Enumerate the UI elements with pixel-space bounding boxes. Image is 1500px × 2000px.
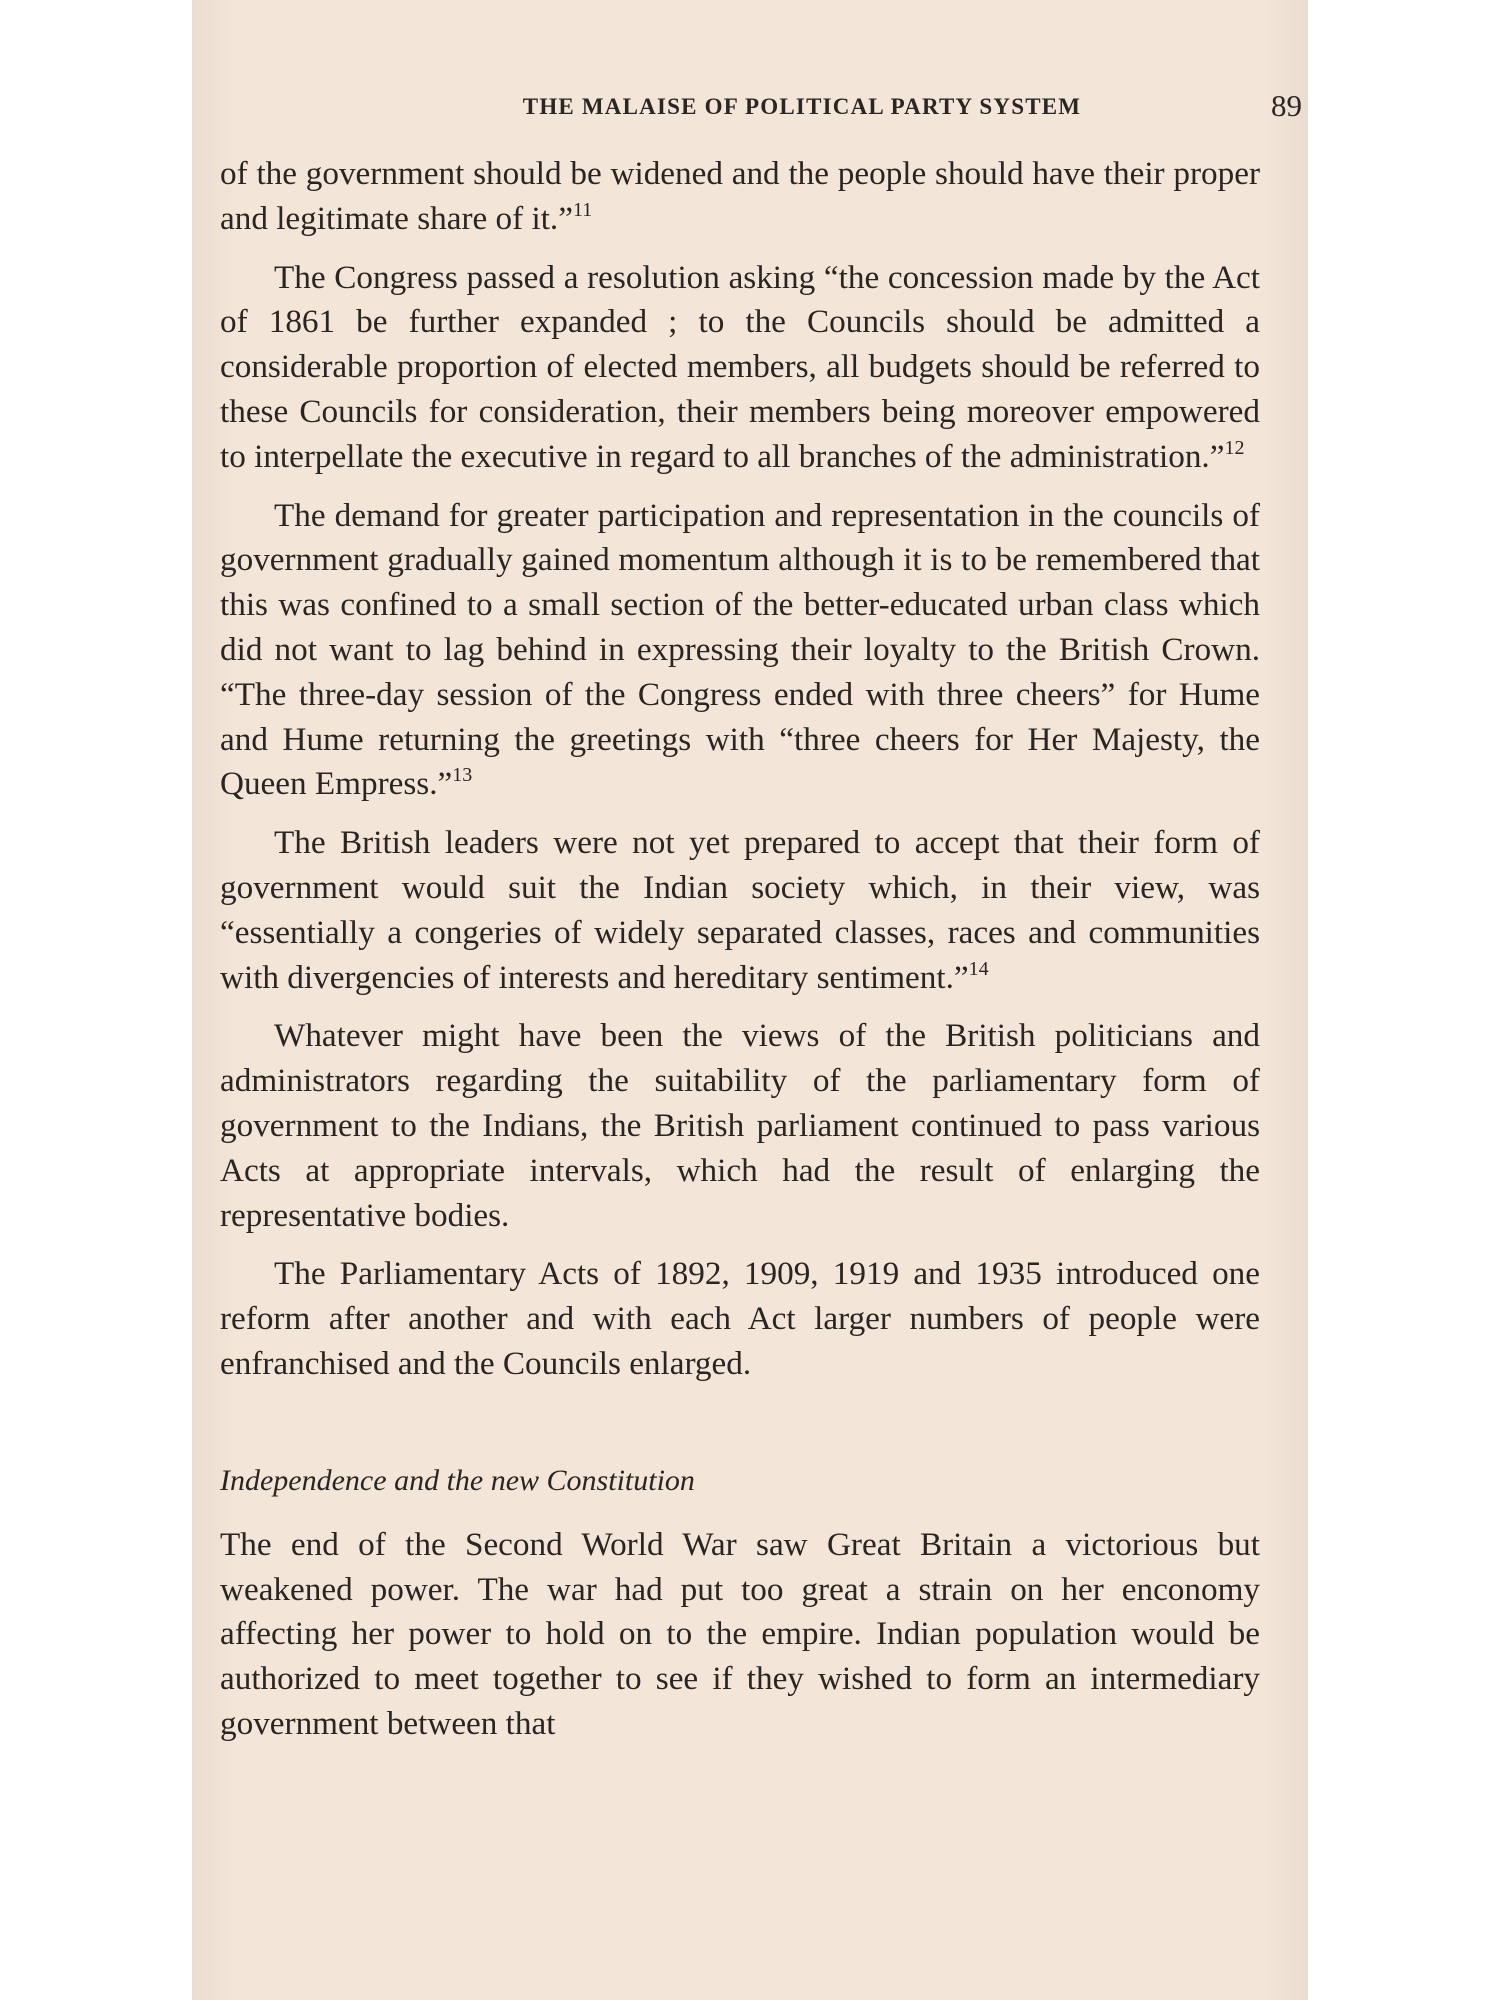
body-text [220, 152, 1260, 1747]
paragraph-3-text: The demand for greater participation and representation in the councils of government gradually gained momentum although it is to be remembered that this was confined to a small section of the better-educated urban class which did not want to lag behind in expressing their loyalty to the British Crown. “The three-day session of the Congress ended with three cheers” for Hume and Hume returning the greetings with “three cheers for Her Majesty, the Queen Empress.” [220, 496, 1260, 803]
footnote-ref-14: 14 [968, 957, 989, 980]
paragraph-5-text: Whatever might have been the views of the British politicians and administrators regarding the suitability of the parliamentary form of government to the Indians, the British parliament continued to pass various Acts at appropriate intervals, which had the result of enlarging the representative bodies. [220, 1017, 1260, 1234]
paragraph-1 [220, 152, 1260, 242]
paragraph-6-text: The Parliamentary Acts of 1892, 1909, 1919 and 1935 introduced one reform after another and with each Act larger numbers of people were enfranchised and the Councils enlarged. [220, 1255, 1260, 1382]
footnote-ref-13: 13 [452, 764, 473, 787]
paragraph-5 [220, 1014, 1260, 1238]
paragraph-2 [220, 256, 1260, 480]
paragraph-4 [220, 821, 1260, 1000]
running-head-title: THE MALAISE OF POLITICAL PARTY SYSTEM [522, 94, 1082, 119]
running-head [422, 88, 1302, 128]
section-paragraph [220, 1523, 1260, 1747]
book-page [192, 0, 1308, 2000]
section-heading: Independence and the new Constitution [220, 1463, 695, 1497]
footnote-ref-12: 12 [1224, 436, 1245, 459]
paragraph-6 [220, 1252, 1260, 1386]
paragraph-1-text: of the government should be widened and the people should have their proper and legitimate share of it.” [220, 155, 1260, 237]
paragraph-2-text: The Congress passed a resolution asking “the concession made by the Act of 1861 be further expanded ; to the Councils should be admitted a considerable proportion of elected members, all budgets should be referred to these Councils for consideration, their members being moreover empowered to interpellate the executive in regard to all branches of the administration.” [220, 258, 1260, 475]
section-paragraph-text: The end of the Second World War saw Great Britain a victorious but weakened power. The war had put too great a strain on her enconomy affecting her power to hold on to the empire. Indian population would be authorized to meet together to see if they wished to form an intermediary government between that [220, 1525, 1260, 1742]
paragraph-3 [220, 494, 1260, 808]
footnote-ref-11: 11 [572, 198, 593, 221]
page-number: 89 [1271, 88, 1302, 123]
paragraph-4-text: The British leaders were not yet prepared to accept that their form of government would suit the Indian society which, in their view, was “essentially a congeries of widely separated classes, races and communities with divergencies of interests and hereditary sentiment.” [220, 824, 1260, 996]
